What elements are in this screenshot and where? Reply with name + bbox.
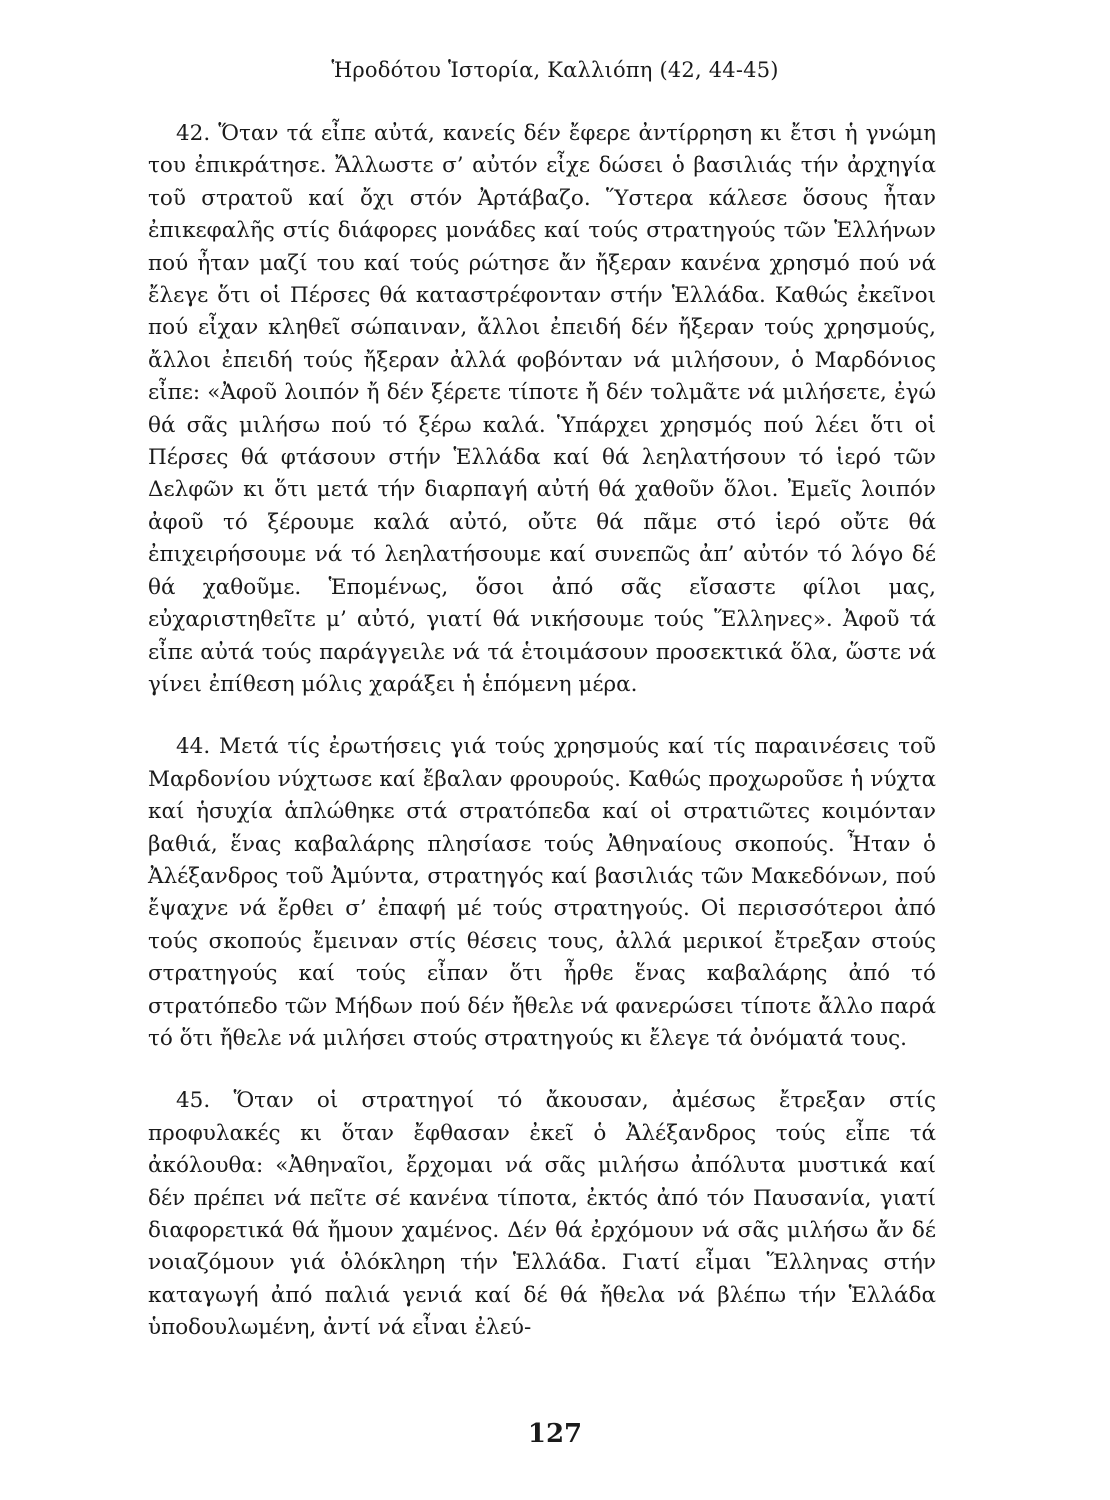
paragraph-44: 44. Μετά τίς ἐρωτήσεις γιά τούς χρησμούς καί τίς παραινέσεις τοῦ Μαρδονίου νύχτωσε καί ἔβαλαν φρουρούς. Καθώς προχωροῦσε ἡ νύχτα καί ἡσυχία ἁπλώθηκε στά στρατόπεδα καί οἱ στρατιῶτες κοιμόνταν βαθιά, ἕνας καβαλάρης πλησίασε τούς Ἀθηναίους σκοπούς. Ἦταν ὁ Ἀλέξανδρος τοῦ Ἀμύντα, στρατηγός καί βασιλιάς τῶν Μακεδόνων, πού ἔψαχνε νά ἔρθει σ’ ἐπαφή μέ τούς στρατηγούς. Οἱ περισσότεροι ἀπό τούς σκοπούς ἔμειναν στίς θέσεις τους, ἀλλά μερικοί ἔτρεξαν στούς στρατηγούς καί τούς εἶπαν ὅτι ἦρθε ἕνας καβαλάρης ἀπό τό στρατόπεδο τῶν Μήδων πού δέν ἤθελε νά φανερώσει τίποτε ἄλλο παρά τό ὅτι ἤθελε νά μιλήσει στούς στρατηγούς κι ἔλεγε τά ὀνόματά τους. <box>148 734 936 1051</box>
paragraph-42: 42. Ὅταν τά εἶπε αὐτά, κανείς δέν ἔφερε ἀντίρρηση κι ἔτσι ἡ γνώμη του ἐπικράτησε. Ἄλλωστε σ’ αὐτόν εἶχε δώσει ὁ βασιλιάς τήν ἀρχηγία τοῦ στρατοῦ καί ὄχι στόν Ἀρτάβαζο. Ὕστερα κάλεσε ὅσους ἦταν ἐπικεφαλῆς στίς διάφορες μονάδες καί τούς στρατηγούς τῶν Ἑλλήνων πού ἦταν μαζί του καί τούς ρώτησε ἄν ἤξεραν κανένα χρησμό πού νά ἔλεγε ὅτι οἱ Πέρσες θά καταστρέφονταν στήν Ἑλλάδα. Καθώς ἐκεῖνοι πού εἶχαν κληθεῖ σώπαιναν, ἄλλοι ἐπειδή δέν ἤξεραν τούς χρησμούς, ἄλλοι ἐπειδή τούς ἤξεραν ἀλλά φοβόνταν νά μιλήσουν, ὁ Μαρδόνιος εἶπε: «Ἀφοῦ λοιπόν ἤ δέν ξέρετε τίποτε ἤ δέν τολμᾶτε νά μιλήσετε, ἐγώ θά σᾶς μιλήσω πού τό ξέρω καλά. Ὑπάρχει χρησμός πού λέει ὅτι οἱ Πέρσες θά φτάσουν στήν Ἑλλάδα καί θά λεηλατήσουν τό ἱερό τῶν Δελφῶν κι ὅτι μετά τήν διαρπαγή αὐτή θά χαθοῦν ὅλοι. Ἐμεῖς λοιπόν ἀφοῦ τό ξέρουμε καλά αὐτό, οὔτε θά πᾶμε στό ἱερό οὔτε θά ἐπιχειρήσουμε νά τό λεηλατήσουμε καί συνεπῶς ἀπ’ αὐτόν τό λόγο δέ θά χαθοῦμε. Ἑπομένως, ὅσοι ἀπό σᾶς εἴσαστε φίλοι μας, εὐχαριστηθεῖτε μ’ αὐτό, γιατί θά νικήσουμε τούς Ἕλληνες». Ἀφοῦ τά εἶπε αὐτά τούς παράγγειλε νά τά ἑτοιμάσουν προσεκτικά ὅλα, ὥστε νά γίνει ἐπίθεση μόλις χαράξει ἡ ἑπόμενη μέρα. <box>148 121 936 697</box>
page-number: 127 <box>527 1419 583 1449</box>
paragraph-45: 45. Ὅταν οἱ στρατηγοί τό ἄκουσαν, ἀμέσως ἔτρεξαν στίς προφυλακές κι ὅταν ἔφθασαν ἐκεῖ ὁ Ἀλέξανδρος τούς εἶπε τά ἀκόλουθα: «Ἀθηναῖοι, ἔρχομαι νά σᾶς μιλήσω ἀπόλυτα μυστικά καί δέν πρέπει νά πεῖτε σέ κανένα τίποτα, ἐκτός ἀπό τόν Παυσανία, γιατί διαφορετικά θά ἤμουν χαμένος. Δέν θά ἐρχόμουν νά σᾶς μιλήσω ἄν δέ νοιαζόμουν γιά ὁλόκληρη τήν Ἑλλάδα. Γιατί εἶμαι Ἕλληνας στήν καταγωγή ἀπό παλιά γενιά καί δέ θά ἤθελα νά βλέπω τήν Ἑλλάδα ὑποδουλωμένη, ἀντί νά εἶναι ἐλεύ- <box>148 1088 936 1341</box>
body-text <box>148 118 936 1345</box>
running-head: Ἡροδότου Ἱστορία, Καλλιόπη (42, 44-45) <box>331 58 779 82</box>
